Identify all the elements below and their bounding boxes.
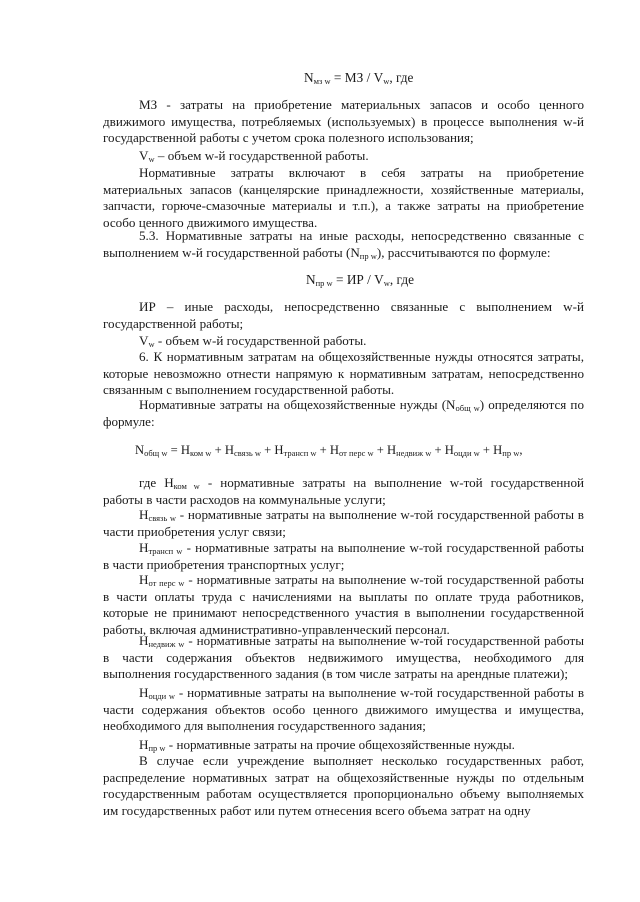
paragraph-vw-definition: $V_w$ – объем w-й государственной работы. [139,148,369,164]
formula-text: , [519,443,523,457]
paragraph-general-needs-formula-intro: Нормативные затраты на общехозяйственные нужды $(N_{общ w})$ определяются по формуле: [103,397,584,429]
formula-text: , где [389,272,415,287]
paragraph-normative-costs-include: Нормативные затраты включают в себя затраты на приобретение материальных запасов (канцелярские принадлежности, хозяйственные материалы, запчасти, горюче-смазочные материалы и т.п.), а также затраты на приобретение особо ценного движимого имущества. [103,165,584,230]
paragraph-6: 6. К нормативным затратам на общехозяйственные нужды относятся затраты, которые невозможно отнести напрямую к нормативным затратам, непосредственно связанным с выполнением государственной работы. [103,349,584,398]
formula-term: + Н [211,443,234,457]
definition-h-ocdi: $Н_{оцди w}$ - нормативные затраты на выполнение w-той государственной работы в части содержания объектов особо ценного движимого имущества и имущества, необходимого для выполнения государственного задания; [103,685,584,734]
formula-term: + Н [479,443,503,457]
formula-term: + Н [316,443,340,457]
definition-h-nedvizh: $Н_{недвиж w}$ - нормативные затраты на выполнение w-той государственной работы в части содержания объектов недвижимого имущества, необходимого для выполнения государственного задания (в том числе затраты на арендные платежи); [103,633,585,682]
formula-other-expenses [306,272,414,289]
paragraph-ir-definition: ИР – иные расходы, непосредственно связанные с выполнением w-й государственной работы; [103,299,584,331]
formula-subscript: связь w [233,448,262,458]
formula-subscript: оцди w [453,448,480,458]
definition-h-pr: $Н_{пр w}$ - нормативные затраты на прочие общехозяйственные нужды. [139,737,515,753]
definition-h-kom: где $Н_{ком w}$ - нормативные затраты на выполнение w-той государственной работы в части расходов на коммунальные услуги; [103,475,584,507]
formula-text: N [304,70,314,85]
paragraph-mz-definition: МЗ - затраты на приобретение материальных запасов и особо ценного движимого имущества, потребляемых (используемых) в процессе выполнения w-й государственной работы с учетом срока полезного использования; [103,97,584,146]
paragraph-5-3: 5.3. Нормативные затраты на иные расходы, непосредственно связанные с выполнением w-й государственной работы $(N_{пр w})$, рассчитываются по формуле: [103,228,584,261]
definition-h-ot-pers: $Н_{от перс w}$ - нормативные затраты на выполнение w-той государственной работы в части оплаты труда с начислениями на выплаты по оплате труда работников, которые не принимают непосредственного участия в выполнении государственной работы, включая административно-управленческий персонал. [103,572,584,637]
definition-h-svyaz: $Н_{связь w}$ - нормативные затраты на выполнение w-той государственной работы в части приобретения услуг связи; [103,507,584,539]
definition-h-transp: $Н_{трансп w}$ - нормативные затраты на выполнение w-той государственной работы в части приобретения транспортных услуг; [103,540,584,572]
paragraph-multiple-works: В случае если учреждение выполняет несколько государственных работ, распределение нормативных затрат на общехозяйственные нужды по отдельным государственным работам осуществляется пропорционально объему выполняемых им государственных работ или путем отнесения всего объема затрат на одну [103,753,584,818]
formula-term: + Н [431,443,454,457]
formula-subscript: w [383,76,390,86]
paragraph-vw-definition-2: $V_w$ - объем w-й государственной работы. [139,333,367,349]
formula-term: + Н [261,443,284,457]
formula-subscript: общ w [144,448,168,458]
formula-text: N [135,443,145,457]
formula-subscript: пр w [502,448,520,458]
formula-materials [304,70,413,87]
formula-text: , где [389,70,414,85]
formula-term: + Н [373,443,397,457]
formula-subscript: ком w [190,448,212,458]
formula-subscript: трансп w [283,448,317,458]
formula-text: = МЗ / V [330,70,384,85]
formula-subscript: w [383,278,390,288]
formula-text: = ИР / V [332,272,384,287]
formula-subscript: мз w [313,76,331,86]
formula-subscript: пр w [315,278,333,288]
formula-subscript: от перс w [339,448,374,458]
formula-text: N [306,272,316,287]
formula-subscript: недвиж w [396,448,432,458]
formula-general-needs [135,442,523,459]
formula-term: = Н [167,443,190,457]
